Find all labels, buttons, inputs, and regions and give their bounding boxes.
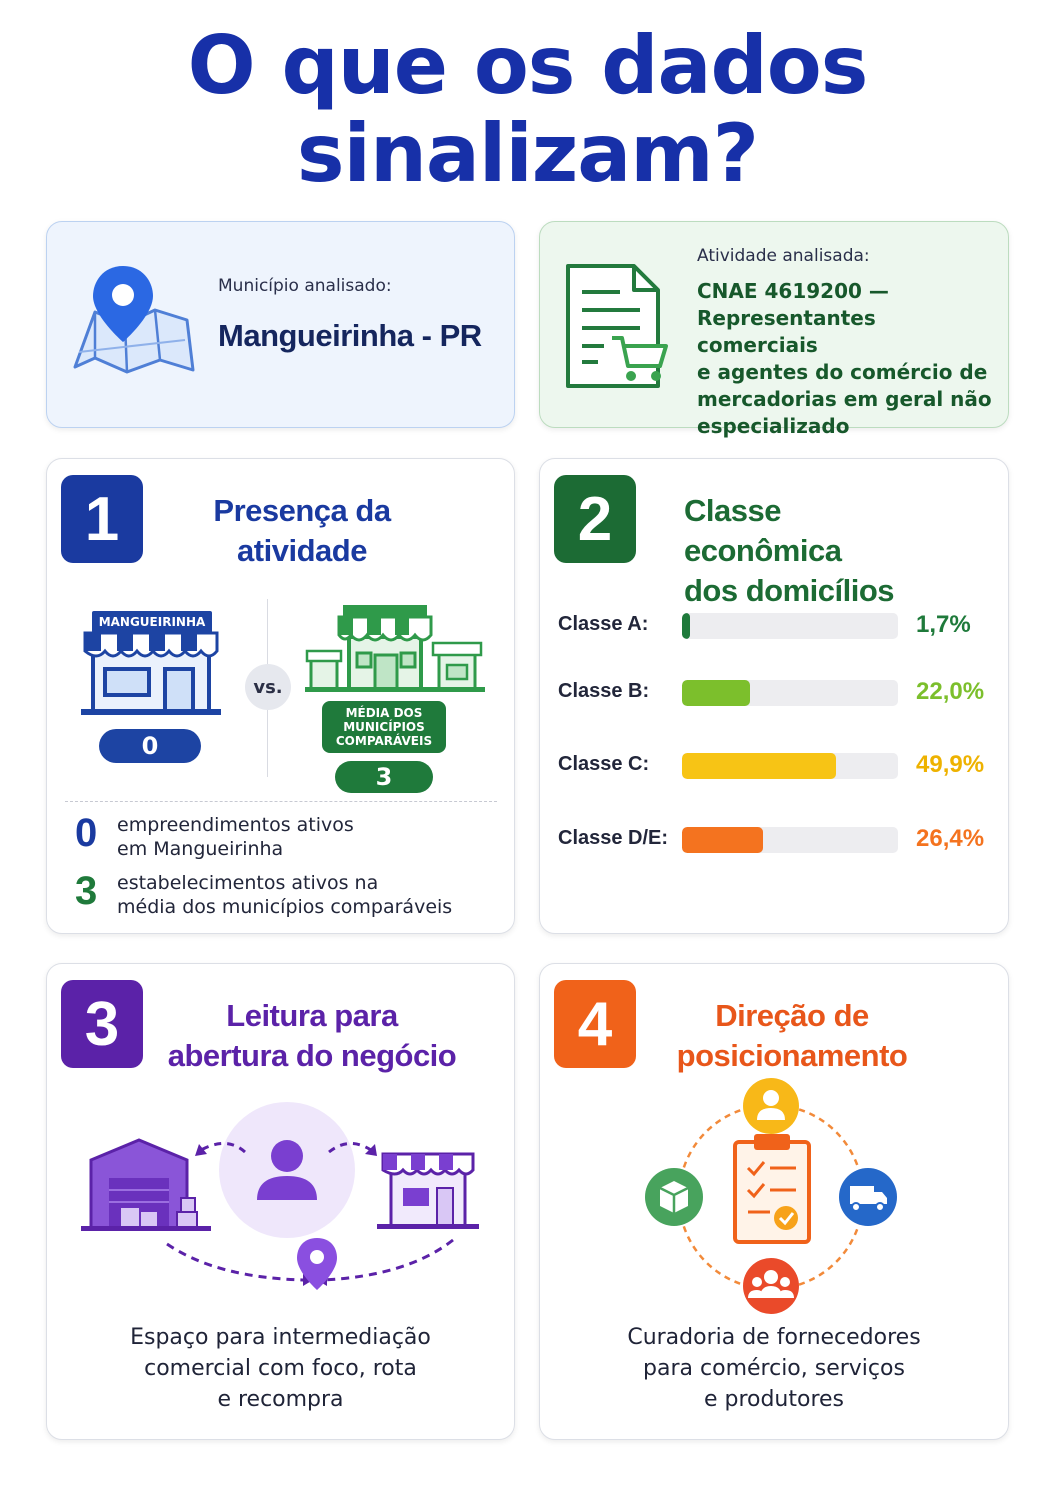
card-number-badge: 1 — [61, 475, 143, 563]
municipio-label: Município analisado: — [218, 276, 392, 296]
card-title-line: abertura do negócio — [167, 1038, 457, 1073]
page-title-line-2: sinalizam? — [296, 107, 759, 200]
bar-track — [682, 680, 898, 706]
atividade-label: Atividade analisada: — [697, 246, 870, 266]
shop-label-mangueirinha: MANGUEIRINHA — [92, 611, 212, 633]
stat-line: em Mangueirinha — [117, 838, 284, 860]
card-text — [540, 1322, 1008, 1415]
page-title — [0, 19, 1055, 200]
supplier-curation-illustration — [636, 1082, 906, 1312]
card-text-line: Espaço para intermediação — [130, 1325, 431, 1350]
stat-line: empreendimentos ativos — [117, 814, 354, 836]
bar-label: Classe D/E: — [558, 827, 669, 849]
atividade-line: e agentes do comércio de — [697, 360, 988, 384]
card-title-line: Direção de — [715, 998, 869, 1033]
card-title-line: posicionamento — [676, 1038, 908, 1073]
card-number-badge: 2 — [554, 475, 636, 563]
card-number-badge: 4 — [554, 980, 636, 1068]
business-flow-illustration — [77, 1100, 487, 1300]
card-text-line: Curadoria de fornecedores — [627, 1325, 921, 1350]
card-text — [47, 1322, 514, 1415]
card-title — [157, 996, 467, 1076]
card-title-line: Classe econômica — [684, 493, 842, 568]
card-text-line: comercial com foco, rota — [144, 1356, 417, 1381]
bar-fill — [682, 753, 836, 779]
card-title-line: dos domicílios — [684, 573, 895, 608]
card-text-line: e recompra — [217, 1387, 344, 1412]
bar-track — [682, 753, 898, 779]
bar-fill — [682, 613, 690, 639]
stat-number: 3 — [75, 869, 98, 913]
atividade-line: mercadorias em geral não — [697, 387, 992, 411]
bar-fill — [682, 827, 763, 853]
media-municipios-label — [322, 701, 446, 753]
bar-row — [558, 825, 990, 855]
bar-label: Classe B: — [558, 680, 650, 702]
media-label-line: MÉDIA DOS — [345, 706, 423, 720]
bar-track — [682, 613, 898, 639]
card-title — [652, 996, 932, 1076]
media-label-line: COMPARÁVEIS — [335, 734, 433, 748]
card-text-line: para comércio, serviços — [643, 1356, 905, 1381]
card-text-line: e produtores — [703, 1387, 845, 1412]
card-title-line: Presença da — [213, 493, 391, 528]
bar-fill — [682, 680, 750, 706]
media-label-line: MUNICÍPIOS — [343, 720, 425, 734]
vs-badge: vs. — [245, 664, 291, 710]
bar-row — [558, 751, 990, 781]
atividade-line: Representantes comerciais — [697, 306, 876, 357]
card-title-line: Leitura para — [226, 998, 398, 1033]
bar-row — [558, 678, 990, 708]
card-title-line: atividade — [237, 533, 367, 568]
card-number-badge: 3 — [61, 980, 143, 1068]
bar-row — [558, 611, 990, 641]
stat-number: 0 — [75, 811, 98, 855]
card-classe-economica — [539, 458, 1009, 934]
bar-value: 1,7% — [916, 611, 971, 638]
bar-label: Classe A: — [558, 613, 649, 635]
card-title — [177, 491, 427, 571]
document-cart-icon — [564, 262, 669, 392]
bar-label: Classe C: — [558, 753, 650, 775]
bar-value: 22,0% — [916, 678, 985, 705]
atividade-value — [697, 278, 997, 440]
comparable-stores-icon — [305, 597, 485, 697]
atividade-line: especializado — [697, 414, 850, 438]
card-leitura-abertura — [46, 963, 515, 1440]
bar-value: 26,4% — [916, 825, 985, 852]
stat-text — [117, 871, 452, 919]
card-direcao-posicionamento — [539, 963, 1009, 1440]
card-presenca-atividade — [46, 458, 515, 934]
bar-value: 49,9% — [916, 751, 985, 778]
media-count-badge: 3 — [335, 761, 433, 793]
horizontal-divider — [65, 801, 497, 802]
stat-text — [117, 813, 354, 861]
atividade-card — [539, 221, 1009, 438]
stat-line: média dos municípios comparáveis — [117, 896, 453, 918]
map-pin-icon — [65, 262, 195, 377]
bar-track — [682, 827, 898, 853]
card-title — [684, 491, 944, 611]
page-title-line-1: O que os dados — [187, 19, 868, 112]
stat-line: estabelecimentos ativos na — [117, 872, 379, 894]
municipio-card — [46, 221, 515, 428]
municipio-value: Mangueirinha - PR — [218, 318, 482, 353]
shop-count-badge: 0 — [99, 729, 201, 763]
atividade-line: CNAE 4619200 — — [697, 279, 889, 303]
